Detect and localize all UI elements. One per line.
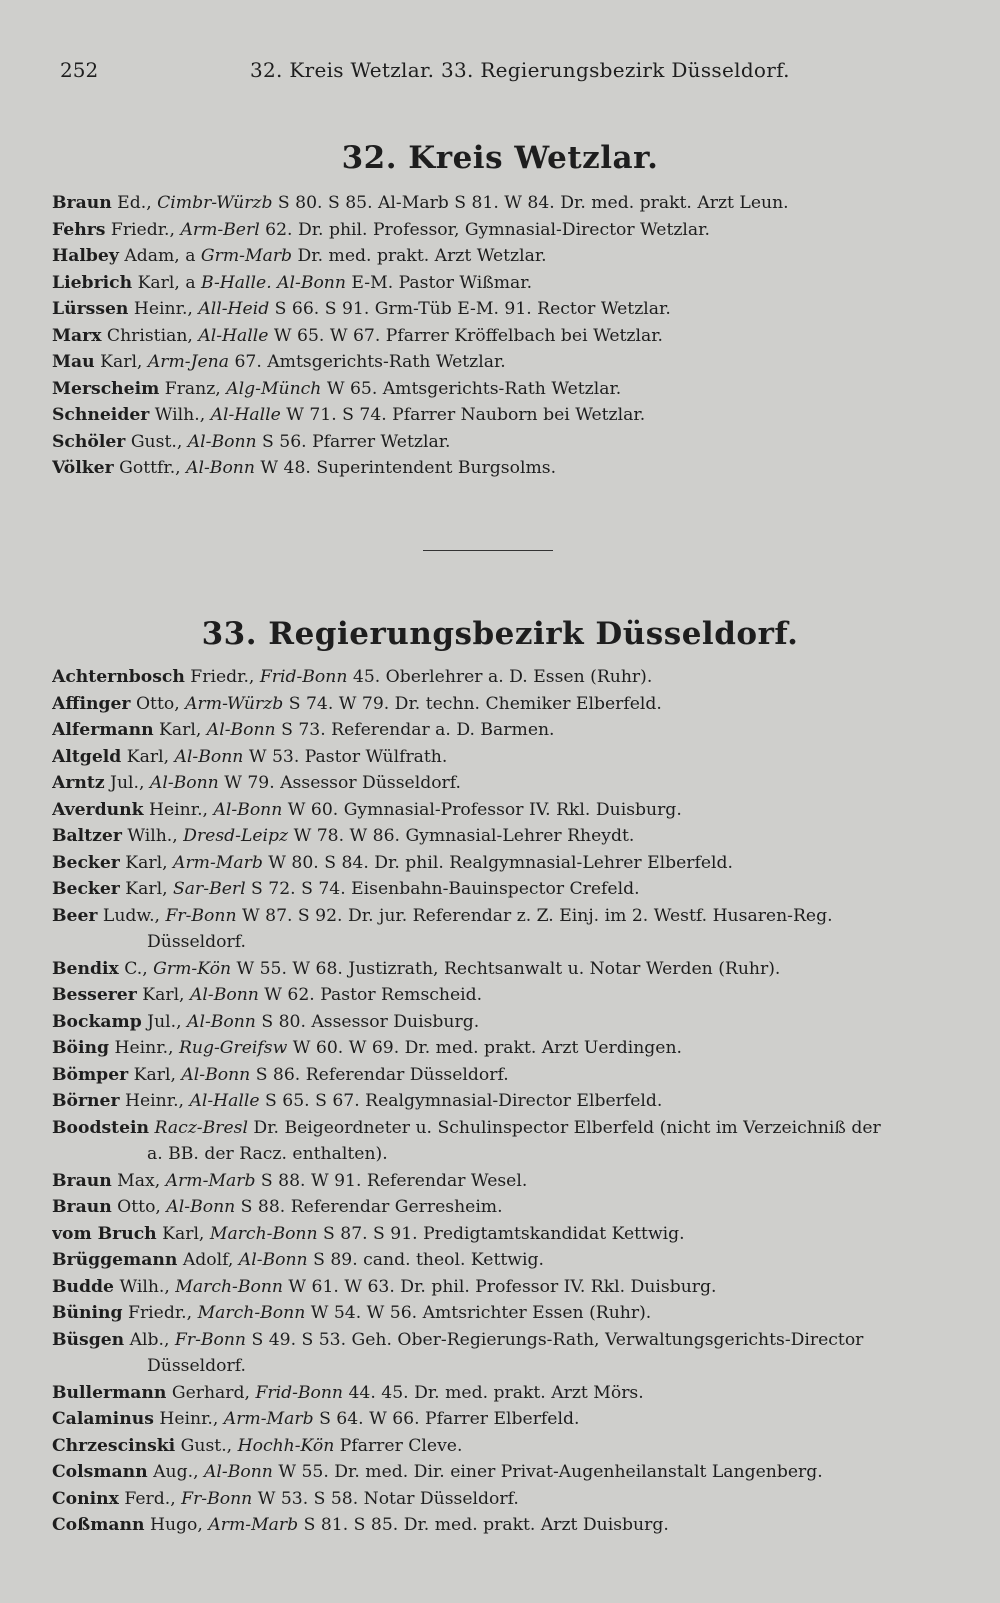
entry-name: Schneider bbox=[52, 405, 150, 425]
entry-row bbox=[52, 1062, 932, 1089]
entry-given-name: Jul., bbox=[104, 773, 150, 793]
entry-row bbox=[52, 190, 932, 217]
entry-name: Chrzescinski bbox=[52, 1435, 176, 1456]
entry-given-name: Karl, bbox=[156, 1223, 210, 1244]
running-header bbox=[60, 58, 940, 88]
entry-university: Al-Bonn bbox=[204, 1462, 273, 1482]
entry-given-name: Heinr., bbox=[109, 1038, 179, 1058]
entry-continuation bbox=[52, 1353, 932, 1380]
entry-row bbox=[52, 402, 932, 429]
entry-given-name: Gust., bbox=[125, 431, 188, 452]
entry-details: W 65. Amtsgerichts-Rath Wetzlar. bbox=[321, 378, 622, 399]
entry-name: Merscheim bbox=[52, 378, 160, 399]
entry-details: S 64. W 66. Pfarrer Elberfeld. bbox=[313, 1409, 580, 1429]
entry-details: a. BB. der Racz. enthalten). bbox=[147, 1144, 388, 1164]
entry-name: Böing bbox=[52, 1038, 110, 1058]
entry-given-name: Karl, bbox=[128, 1064, 182, 1085]
entry-university: Rug-Greifsw bbox=[178, 1038, 288, 1058]
entry-name: Bömper bbox=[52, 1064, 129, 1085]
entry-details: W 55. Dr. med. Dir. einer Privat-Augenheilanstalt Langenberg. bbox=[272, 1462, 823, 1482]
entry-row bbox=[52, 1406, 932, 1433]
entry-details: E-M. Pastor Wißmar. bbox=[345, 272, 533, 293]
entry-name: Mau bbox=[52, 352, 95, 372]
entry-details: W 87. S 92. Dr. jur. Referendar z. Z. Einj. im 2. Westf. Husaren-Reg. bbox=[236, 905, 833, 926]
entry-name: Braun bbox=[52, 1170, 112, 1191]
entry-given-name: C., bbox=[118, 958, 154, 979]
entry-given-name: Christian, bbox=[101, 325, 199, 346]
entry-name: Brüggemann bbox=[52, 1250, 178, 1270]
entry-university: Al-Bonn bbox=[238, 1250, 308, 1270]
entry-row bbox=[52, 1194, 932, 1221]
entry-given-name: Ludw., bbox=[97, 905, 166, 926]
entry-details: S 65. S 67. Realgymnasial-Director Elberfeld. bbox=[259, 1091, 663, 1111]
section-divider bbox=[423, 550, 553, 551]
entry-details: W 61. W 63. Dr. phil. Professor IV. Rkl. Duisburg. bbox=[282, 1276, 717, 1297]
entry-given-name: Karl, bbox=[153, 720, 207, 740]
entry-details: Pfarrer Cleve. bbox=[334, 1435, 463, 1456]
entry-given-name: Friedr., bbox=[122, 1303, 198, 1323]
entry-list-duesseldorf bbox=[52, 664, 932, 1539]
entry-details: 45. Oberlehrer a. D. Essen (Ruhr). bbox=[347, 667, 653, 687]
entry-given-name: Friedr., bbox=[184, 667, 260, 687]
entry-university: Al-Halle bbox=[198, 325, 269, 346]
entry-row bbox=[52, 296, 932, 323]
entry-given-name: Adam, a bbox=[118, 246, 201, 266]
entry-details: 62. Dr. phil. Professor, Gymnasial-Director Wetzlar. bbox=[259, 219, 710, 240]
entry-name: Arntz bbox=[52, 773, 105, 793]
entry-university: Al-Bonn bbox=[206, 720, 276, 740]
entry-row bbox=[52, 1512, 932, 1539]
entry-details: W 65. W 67. Pfarrer Kröffelbach bei Wetzlar. bbox=[268, 325, 663, 346]
entry-details: W 48. Superintendent Burgsolms. bbox=[254, 458, 557, 478]
entry-details: W 62. Pastor Remscheid. bbox=[258, 985, 483, 1005]
entry-university: Frid-Bonn bbox=[259, 667, 348, 687]
entry-given-name: Gottfr., bbox=[113, 458, 187, 478]
entry-university: Arm-Würzb bbox=[185, 693, 284, 714]
entry-name: Bullermann bbox=[52, 1382, 167, 1403]
entry-name: Beer bbox=[52, 905, 98, 926]
entry-name: Völker bbox=[52, 458, 114, 478]
entry-details: 44. 45. Dr. med. prakt. Arzt Mörs. bbox=[343, 1382, 644, 1403]
entry-continuation bbox=[52, 929, 932, 956]
entry-university: Arm-Berl bbox=[180, 219, 260, 240]
entry-details: W 53. S 58. Notar Düsseldorf. bbox=[252, 1488, 519, 1509]
entry-name: Büsgen bbox=[52, 1329, 125, 1350]
entry-details: S 56. Pfarrer Wetzlar. bbox=[256, 431, 451, 452]
entry-details: S 66. S 91. Grm-Tüb E-M. 91. Rector Wetzlar. bbox=[269, 299, 671, 319]
entry-row bbox=[52, 243, 932, 270]
entry-details: W 79. Assessor Düsseldorf. bbox=[218, 773, 461, 793]
entry-given-name: Karl, bbox=[119, 879, 174, 899]
entry-row bbox=[52, 1168, 932, 1195]
entry-row bbox=[52, 1115, 932, 1142]
entry-university: Sar-Berl bbox=[173, 879, 246, 899]
entry-name: Affinger bbox=[52, 693, 131, 714]
entry-name: Lürssen bbox=[52, 299, 129, 319]
entry-row bbox=[52, 1247, 932, 1274]
entry-university: Alg-Münch bbox=[226, 378, 322, 399]
entry-row bbox=[52, 323, 932, 350]
entry-row bbox=[52, 664, 932, 691]
entry-given-name: Otto, bbox=[111, 1197, 167, 1217]
entry-name: Coßmann bbox=[52, 1515, 145, 1535]
entry-row bbox=[52, 982, 932, 1009]
entry-university: Grm-Marb bbox=[200, 246, 293, 266]
entry-continuation bbox=[52, 1141, 932, 1168]
entry-university: Al-Halle bbox=[189, 1091, 260, 1111]
entry-university: Al-Bonn bbox=[186, 458, 255, 478]
entry-name: Fehrs bbox=[52, 219, 106, 240]
entry-name: Becker bbox=[52, 852, 120, 873]
entry-name: Achternbosch bbox=[52, 667, 185, 687]
entry-name: Braun bbox=[52, 193, 112, 213]
entry-row bbox=[52, 744, 932, 771]
entry-details: W 54. W 56. Amtsrichter Essen (Ruhr). bbox=[305, 1303, 652, 1323]
entry-name: Börner bbox=[52, 1091, 120, 1111]
entry-name: Becker bbox=[52, 879, 120, 899]
entry-details: W 53. Pastor Wülfrath. bbox=[243, 746, 448, 767]
entry-given-name: Heinr., bbox=[153, 1409, 224, 1429]
section-title-wetzlar: 32. Kreis Wetzlar. bbox=[341, 140, 659, 176]
entry-details: Dr. med. prakt. Arzt Wetzlar. bbox=[292, 246, 547, 266]
entry-row bbox=[52, 429, 932, 456]
entry-university: Hochh-Kön bbox=[237, 1435, 335, 1456]
entry-details: S 89. cand. theol. Kettwig. bbox=[307, 1250, 544, 1270]
entry-university: Al-Bonn bbox=[149, 773, 219, 793]
entry-name: Braun bbox=[52, 1197, 112, 1217]
entry-details: Düsseldorf. bbox=[147, 932, 246, 952]
entry-given-name: Max, bbox=[111, 1170, 166, 1191]
entry-university: Al-Bonn bbox=[174, 746, 244, 767]
entry-row bbox=[52, 823, 932, 850]
entry-details: W 60. Gymnasial-Professor IV. Rkl. Duisburg. bbox=[282, 799, 682, 820]
entry-given-name: Karl, bbox=[136, 985, 190, 1005]
entry-name: Liebrich bbox=[52, 272, 133, 293]
entry-given-name: Wilh., bbox=[121, 826, 184, 846]
entry-given-name: Heinr., bbox=[128, 299, 199, 319]
entry-row bbox=[52, 1035, 932, 1062]
entry-details: W 80. S 84. Dr. phil. Realgymnasial-Lehrer Elberfeld. bbox=[262, 852, 733, 873]
entry-details: S 74. W 79. Dr. techn. Chemiker Elberfeld. bbox=[283, 693, 662, 714]
entry-row bbox=[52, 217, 932, 244]
entry-given-name: Adolf, bbox=[177, 1250, 239, 1270]
entry-university: Al-Bonn bbox=[190, 985, 259, 1005]
entry-given-name: Franz, bbox=[159, 378, 227, 399]
entry-name: Schöler bbox=[52, 431, 126, 452]
entry-university: March-Bonn bbox=[209, 1223, 318, 1244]
entry-given-name: Aug., bbox=[147, 1462, 205, 1482]
entry-row bbox=[52, 1221, 932, 1248]
entry-row bbox=[52, 270, 932, 297]
running-title: 32. Kreis Wetzlar. 33. Regierungsbezirk Düsseldorf. bbox=[250, 58, 790, 82]
entry-details: S 81. S 85. Dr. med. prakt. Arzt Duisburg. bbox=[298, 1515, 669, 1535]
entry-name: Boodstein bbox=[52, 1117, 150, 1138]
entry-row bbox=[52, 770, 932, 797]
entry-details: S 88. Referendar Gerresheim. bbox=[235, 1197, 503, 1217]
entry-name: Altgeld bbox=[52, 746, 122, 767]
page-number: 252 bbox=[60, 58, 99, 82]
entry-university: Fr-Bonn bbox=[165, 905, 237, 926]
entry-details: S 49. S 53. Geh. Ober-Regierungs-Rath, Verwaltungsgerichts-Director bbox=[246, 1329, 864, 1350]
entry-given-name: Gust., bbox=[175, 1435, 238, 1456]
entry-given-name: Gerhard, bbox=[166, 1382, 256, 1403]
entry-university: Al-Bonn bbox=[213, 799, 283, 820]
entry-name: Besserer bbox=[52, 985, 137, 1005]
entry-row bbox=[52, 903, 932, 930]
entry-given-name: Ed., bbox=[111, 193, 158, 213]
entry-name: Marx bbox=[52, 325, 102, 346]
entry-row bbox=[52, 1327, 932, 1354]
entry-row bbox=[52, 1459, 932, 1486]
entry-row bbox=[52, 1433, 932, 1460]
entry-university: Al-Bonn bbox=[187, 1011, 256, 1032]
entry-university: Al-Bonn bbox=[166, 1197, 236, 1217]
entry-university: March-Bonn bbox=[197, 1303, 306, 1323]
entry-university: Al-Bonn bbox=[181, 1064, 251, 1085]
entry-given-name: Ferd., bbox=[118, 1488, 182, 1509]
entry-name: Bendix bbox=[52, 958, 119, 979]
entry-row bbox=[52, 956, 932, 983]
entry-given-name: Jul., bbox=[141, 1011, 188, 1032]
entry-details: S 72. S 74. Eisenbahn-Bauinspector Crefeld. bbox=[245, 879, 640, 899]
entry-name: vom Bruch bbox=[52, 1223, 157, 1244]
entry-given-name: Otto, bbox=[130, 693, 186, 714]
entry-given-name: Karl, a bbox=[132, 272, 202, 293]
entry-name: Averdunk bbox=[52, 799, 144, 820]
entry-details: S 87. S 91. Predigtamtskandidat Kettwig. bbox=[317, 1223, 685, 1244]
entry-university: Arm-Marb bbox=[165, 1170, 256, 1191]
entry-details: S 88. W 91. Referendar Wesel. bbox=[255, 1170, 528, 1191]
entry-given-name: Karl, bbox=[119, 852, 174, 873]
entry-university: Frid-Bonn bbox=[255, 1382, 344, 1403]
entry-given-name: Alb., bbox=[124, 1329, 175, 1350]
entry-given-name: Heinr., bbox=[143, 799, 214, 820]
entry-row bbox=[52, 1380, 932, 1407]
entry-university: Fr-Bonn bbox=[181, 1488, 253, 1509]
entry-row bbox=[52, 1274, 932, 1301]
entry-row bbox=[52, 876, 932, 903]
entry-row bbox=[52, 850, 932, 877]
entry-university: Arm-Marb bbox=[173, 852, 263, 873]
entry-university: Grm-Kön bbox=[153, 958, 232, 979]
entry-details: Dr. Beigeordneter u. Schulinspector Elberfeld (nicht im Verzeichniß der bbox=[247, 1117, 881, 1138]
entry-row bbox=[52, 1300, 932, 1327]
entry-given-name: Friedr., bbox=[105, 219, 181, 240]
entry-details: W 60. W 69. Dr. med. prakt. Arzt Uerdingen. bbox=[287, 1038, 682, 1058]
entry-details: S 86. Referendar Düsseldorf. bbox=[250, 1064, 509, 1085]
entry-name: Colsmann bbox=[52, 1462, 148, 1482]
entry-university: Racz-Bresl bbox=[154, 1117, 248, 1138]
entry-name: Halbey bbox=[52, 246, 119, 266]
entry-row bbox=[52, 1088, 932, 1115]
entry-row bbox=[52, 691, 932, 718]
section-title-duesseldorf: 33. Regierungsbezirk Düsseldorf. bbox=[201, 616, 799, 652]
entry-university: Al-Bonn bbox=[187, 431, 257, 452]
entry-university: Al-Halle bbox=[210, 405, 281, 425]
entry-university: Fr-Bonn bbox=[174, 1329, 246, 1350]
entry-university: Arm-Marb bbox=[223, 1409, 314, 1429]
entry-row bbox=[52, 1486, 932, 1513]
entry-row bbox=[52, 797, 932, 824]
entry-row bbox=[52, 376, 932, 403]
entry-university: Dresd-Leipz bbox=[183, 826, 289, 846]
entry-details: W 71. S 74. Pfarrer Nauborn bei Wetzlar. bbox=[280, 405, 646, 425]
entry-details: W 78. W 86. Gymnasial-Lehrer Rheydt. bbox=[288, 826, 635, 846]
entry-name: Calaminus bbox=[52, 1409, 154, 1429]
entry-name: Büning bbox=[52, 1303, 123, 1323]
entry-university: Arm-Marb bbox=[208, 1515, 299, 1535]
entry-name: Baltzer bbox=[52, 826, 122, 846]
entry-list-wetzlar bbox=[52, 190, 932, 482]
entry-university: All-Heid bbox=[198, 299, 270, 319]
entry-row bbox=[52, 349, 932, 376]
entry-row bbox=[52, 717, 932, 744]
entry-details: W 55. W 68. Justizrath, Rechtsanwalt u. Notar Werden (Ruhr). bbox=[231, 958, 781, 979]
entry-given-name: Heinr., bbox=[119, 1091, 190, 1111]
entry-name: Coninx bbox=[52, 1488, 119, 1509]
entry-details: S 73. Referendar a. D. Barmen. bbox=[275, 720, 555, 740]
entry-name: Budde bbox=[52, 1276, 114, 1297]
entry-details: S 80. S 85. Al-Marb S 81. W 84. Dr. med. prakt. Arzt Leun. bbox=[272, 193, 789, 213]
entry-university: B-Halle. Al-Bonn bbox=[201, 272, 346, 293]
entry-row bbox=[52, 1009, 932, 1036]
entry-given-name: Wilh., bbox=[114, 1276, 176, 1297]
entry-given-name: Hugo, bbox=[144, 1515, 209, 1535]
entry-name: Bockamp bbox=[52, 1011, 142, 1032]
entry-given-name: Karl, bbox=[94, 352, 148, 372]
entry-row bbox=[52, 455, 932, 482]
entry-details: 67. Amtsgerichts-Rath Wetzlar. bbox=[229, 352, 506, 372]
entry-given-name: Karl, bbox=[121, 746, 175, 767]
entry-university: Arm-Jena bbox=[147, 352, 229, 372]
entry-details: Düsseldorf. bbox=[147, 1356, 246, 1376]
entry-details: S 80. Assessor Duisburg. bbox=[255, 1011, 480, 1032]
entry-given-name: Wilh., bbox=[149, 405, 211, 425]
entry-name: Alfermann bbox=[52, 720, 154, 740]
entry-university: Cimbr-Würzb bbox=[157, 193, 273, 213]
entry-university: March-Bonn bbox=[175, 1276, 283, 1297]
